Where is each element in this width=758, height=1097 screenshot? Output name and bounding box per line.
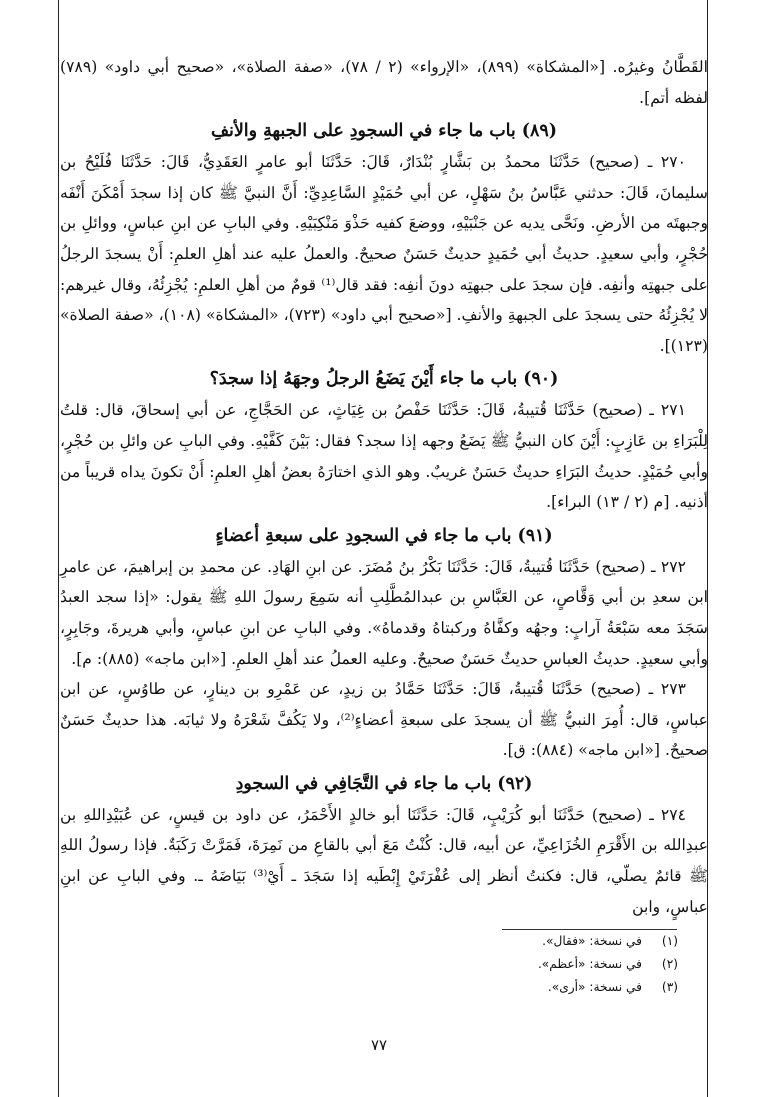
hadith-272: ٢٧٢ ـ (صحيح) حَدَّثَنَا قُتيبةُ، قَالَ: حَدَّثَنَا بَكْرُ بنُ مُضَرَ. عن ابنِ الهَادِ. عن محمدِ بن إبراهيمَ، عن عامرِ ابن سعدِ بن أبي وَقَّاصٍ، عن العَبَّاسِ بن عبدالمُطَّلِبِ أنه سَمِعَ رسولَ اللهِ ﷺ يقول: «إذا سجد العبدُ سَجَدَ معه سَبْعَةُ آرابٍ: وجهُه وكفَّاهُ وركبتاهُ وقدماهُ». وفي البابِ عن ابنِ عباسٍ، وأبي هريرةَ، وجَابِرٍ، وأبي سعيدٍ. حديثُ العباسِ حديثٌ حَسَنٌ صحيحٌ. وعليه العملُ عند أهلِ العلمِ. [«ابن ماجه» (٨٨٥): م]. xyxy=(60,557,708,668)
footnote-1 xyxy=(60,930,678,953)
footnote-text: في نسخة: «أرى». xyxy=(547,980,642,994)
footnote-number: (٢) xyxy=(661,957,678,971)
chapter-heading-91: (٩١) باب ما جاء في السجودِ على سبعةِ أعضاءٍ xyxy=(215,525,553,546)
footnote-text: في نسخة: «أعظم». xyxy=(537,957,642,971)
chapter-heading-89: (٨٩) باب ما جاء في السجودِ على الجبهةِ والأنفِ xyxy=(211,121,557,142)
footnote-text: في نسخة: «فقال». xyxy=(542,934,642,948)
page-body xyxy=(60,52,708,922)
chapter-heading-90: (٩٠) باب ما جاء أَيْنَ يَضَعُ الرجلُ وجهَهُ إذا سجدَ؟ xyxy=(209,369,559,390)
chapter-heading-92: (٩٢) باب ما جاء في التَّجَافِي في السجودِ xyxy=(235,773,533,794)
footnote-3 xyxy=(60,976,678,999)
page-number: ٧٧ xyxy=(370,1036,388,1054)
hadith-271: ٢٧١ ـ (صحيح) حَدَّثَنَا قُتيبةُ، قَالَ: حَدَّثَنَا حَفْصُ بن غِيَاثٍ، عن الحَجَّاجِ، عن أبي إسحاقَ، قال: قلتُ لِلْبَرَاءِ بن عَازِبٍ: أَيْنَ كان النبيُّ ﷺ يَضَعُ وجهه إذا سجد؟ فقال: بَيْنَ كَفَّيْهِ. وفي البابِ عن وائلِ بن حُجْرٍ، وأبي حُمَيْدٍ. حديثُ البَرَاءِ حديثٌ حَسَنٌ غريبٌ. وهو الذي اختارَهُ بعضُ أهلِ العلمِ: أَنْ تكونَ يداه قريباً من أذنيه. [م (٢ / ١٣) البراء]. xyxy=(60,401,708,512)
hadith-273: ٢٧٣ ـ (صحيح) حَدَّثَنَا قُتيبةُ، قَالَ: حَدَّثَنَا حَمَّادُ بن زيدٍ، عن عَمْرِو بن دينارٍ، عن طاوُسٍ، عن ابن عباسٍ، قال: أُمِرَ النبيُّ ﷺ أن يسجدَ على سبعةِ أعضاءٍ⁽²⁾، ولا يَكُفَّ شَعْرَهُ ولا ثيابَه. هذا حديثٌ حَسَنٌ صحيحٌ. [«ابن ماجه» (٨٨٤): ق]. xyxy=(60,680,708,760)
hadith-270: ٢٧٠ ـ (صحيح) حَدَّثَنَا محمدُ بن بَشَّارٍ بُنْدَارٌ، قَالَ: حَدَّثَنَا أبو عامرٍ العَقَدِيُّ، قَالَ: حَدَّثَنَا فُلَيْحُ بن سليمانَ، قَالَ: حدثني عَبَّاسُ بنُ سَهْلٍ، عن أبي حُمَيْدٍ السَّاعِدِيِّ: أَنَّ النبيَّ ﷺ كان إذا سجدَ أَمْكَنَ أَنْفَه وجبهتَه من الأرضِ. ونَحَّى يديه عن جَنْبَيْهِ، ووضعَ كفيه حَذْوَ مَنْكِبَيْهِ. وفي البابِ عن ابنِ عباسٍ، ووائلِ بن حُجْرٍ، وأبي سعيدٍ. حديثُ أبي حُمَيدٍ حديثٌ حَسَنٌ صحيحٌ. والعملُ عليه عند أهلِ العلمِ: أَنْ يسجدَ الرجلُ على جبهتِه وأنفِه. فإن سجدَ على جبهتِه دونَ أنفِه: فقد قال⁽¹⁾ قومٌ من أهلِ العلمِ: يُجْزِئُهُ، وقال غيرهم: لا يُجْزِئُهُ حتى يسجدَ على الجبهةِ والأنفِ. [«صحيح أبي داود» (٧٢٣)، «المشكاة» (١٠٨)، «صفة الصلاة» (١٢٣)]. xyxy=(60,153,708,355)
footnote-number: (١) xyxy=(661,934,678,948)
footnote-2 xyxy=(60,953,678,976)
binding-rule-left xyxy=(58,0,59,1097)
footnote-number: (٣) xyxy=(661,980,678,994)
paragraph-intro: القَطَّانُ وغيرُه. [«المشكاة» (٨٩٩)، «الإرواء» (٢ / ٧٨)، «صفة الصلاة»، «صحيح أبي داود» (٧٨٩) لفظه أتم]. xyxy=(60,58,709,107)
hadith-274: ٢٧٤ ـ (صحيح) حَدَّثَنَا أبو كُرَيْبٍ، قَالَ: حَدَّثَنَا أبو خالدٍ الأَحْمَرُ، عن داود بن قيسٍ، عن عُبَيْدِاللهِ بن عبدِالله بن الأَقْرَمِ الخُزَاعِيِّ، عن أبيه، قال: كُنْتُ مَعَ أبي بالقاعِ من نَمِرَةَ، فَمَرَّتْ رَكَبَةٌ. فإذا رسولُ اللهِ ﷺ قائمٌ يصلّي، قال: فكنتُ أنظر إلى عُفْرَتَيْ إِبْطَيه إذا سَجَدَ ـ أَيْ⁽³⁾ بَيَاضَهُ ـ. وفي البابِ عن ابنِ عباسٍ، وابن xyxy=(60,805,708,916)
footnotes xyxy=(60,930,678,999)
